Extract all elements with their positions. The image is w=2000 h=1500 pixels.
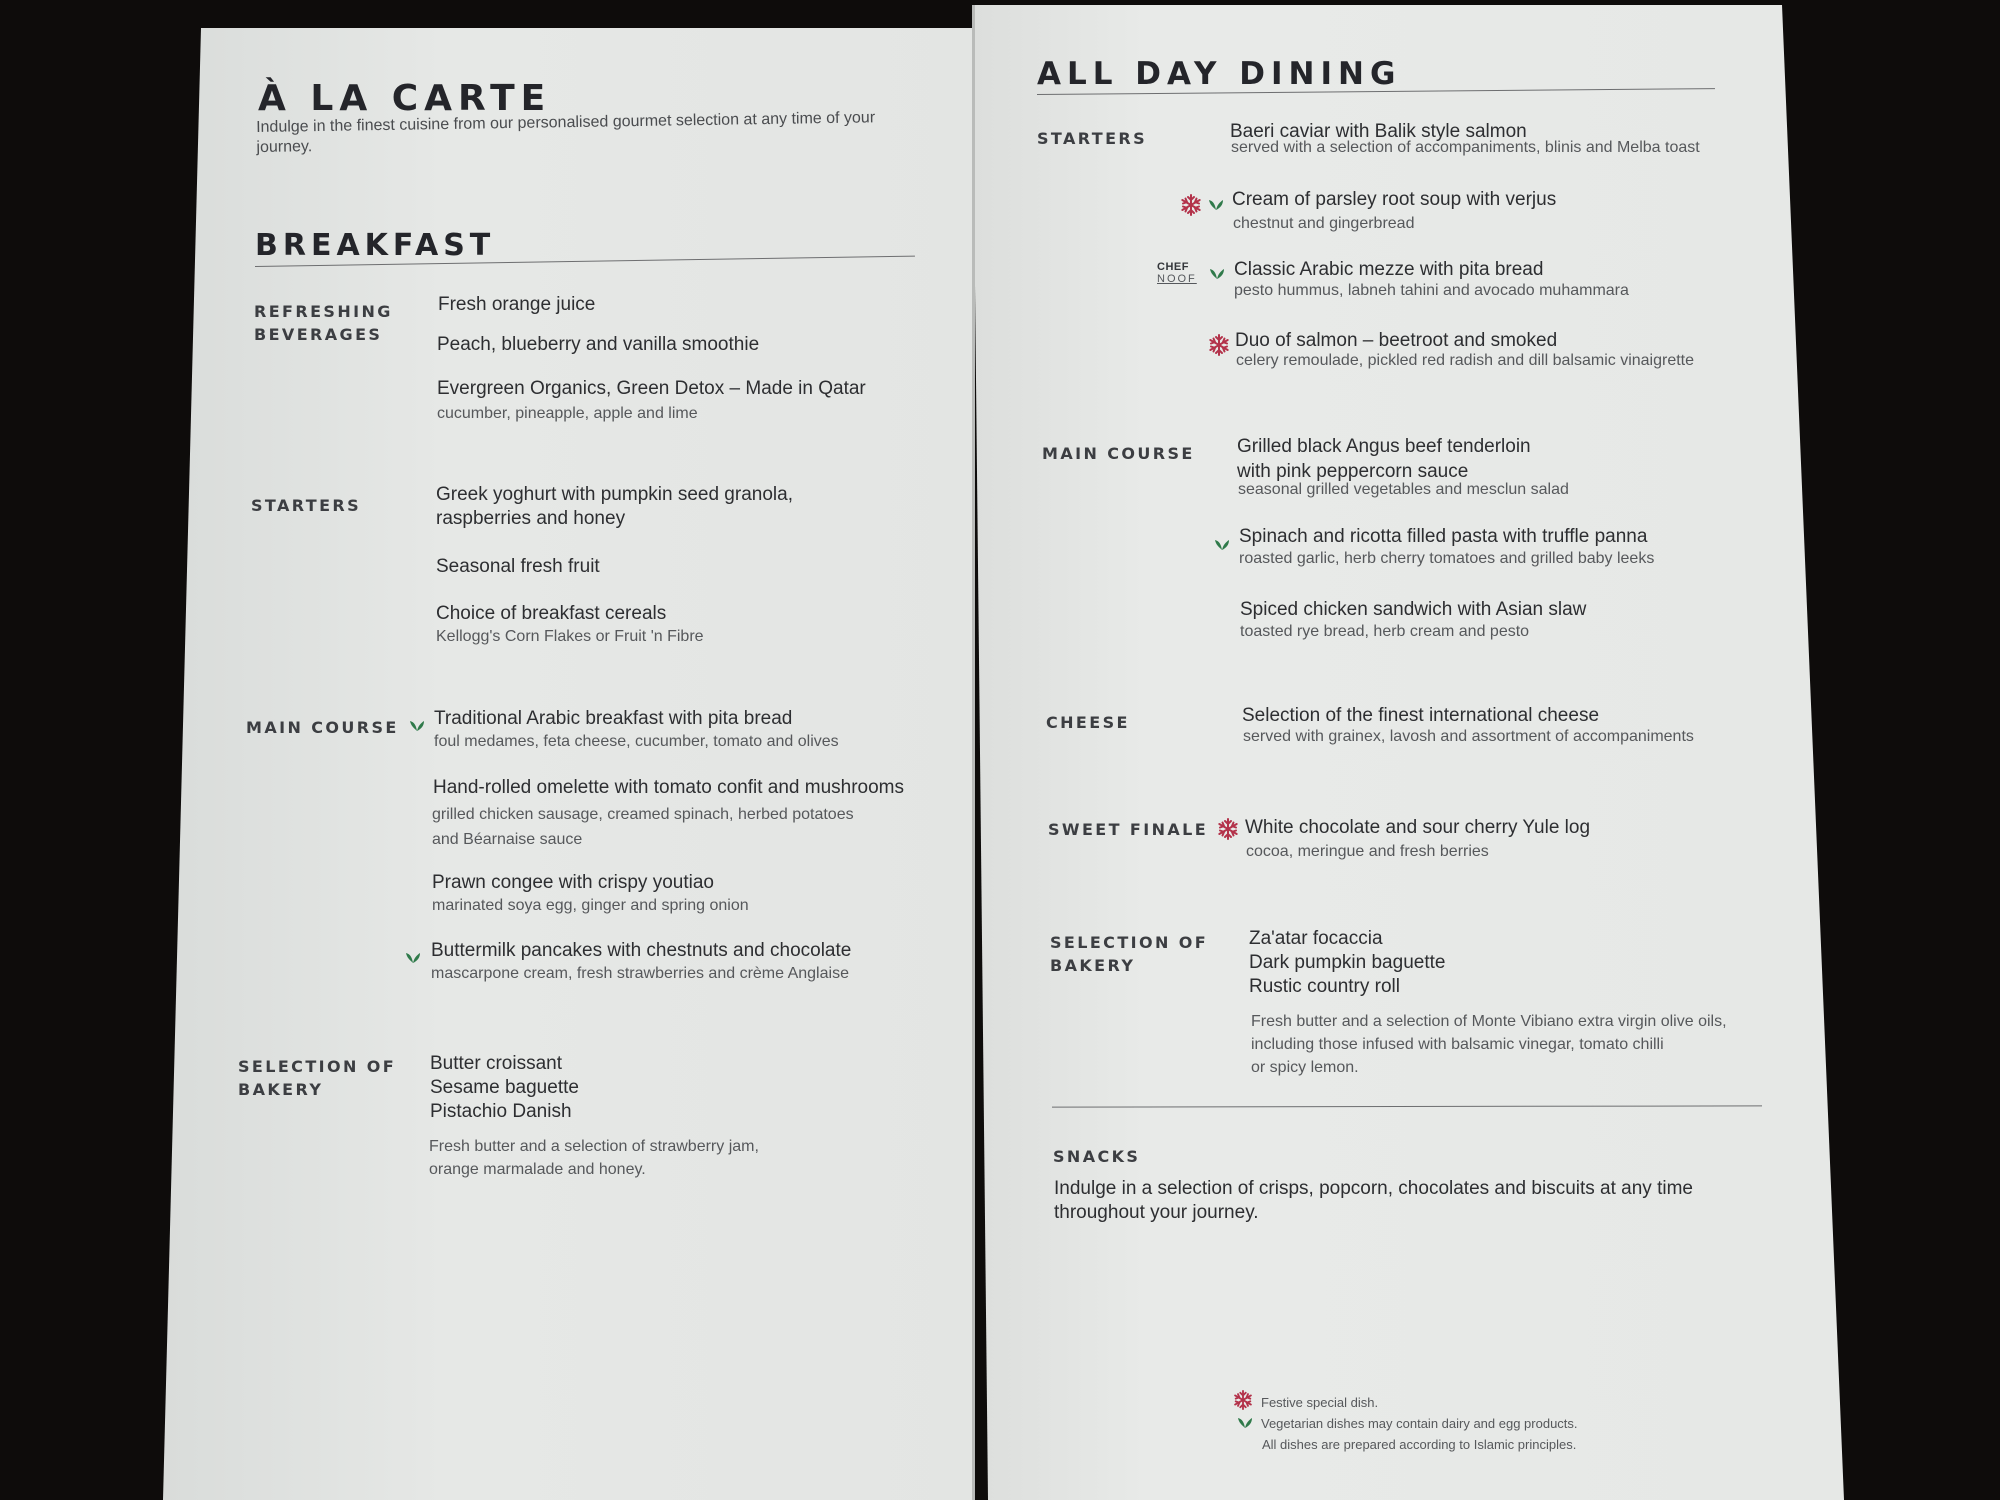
chef-noof-badge: CHEF NOOF <box>1157 261 1197 285</box>
category-label-refreshing-beverages: REFRESHING BEVERAGES <box>254 302 393 344</box>
vegetarian-leaf-icon <box>409 718 425 732</box>
category-label-breakfast-starters: STARTERS <box>251 496 362 515</box>
menu-item-baeri-caviar: Baeri caviar with Balik style salmon <box>1230 121 1527 142</box>
legend-vegetarian: Vegetarian dishes may contain dairy and egg products. <box>1261 1416 1578 1431</box>
menu-item-chicken-sandwich-desc: toasted rye bread, herb cream and pesto <box>1240 623 1530 640</box>
menu-item-prawn-congee-desc: marinated soya egg, ginger and spring onion <box>432 897 749 914</box>
vegetarian-leaf-icon <box>1209 266 1225 280</box>
vegetarian-leaf-icon <box>1208 197 1224 211</box>
menu-item-breakfast-cereals: Choice of breakfast cereals <box>436 603 667 624</box>
festive-snowflake-icon <box>1217 818 1239 840</box>
category-label-sweet-finale: SWEET FINALE <box>1048 820 1209 839</box>
menu-item-dining-bakery-desc: Fresh butter and a selection of Monte Vibiano extra virgin olive oils, including those infused with balsamic vinegar, tomato chilli or spicy lemon. <box>1251 1013 1727 1076</box>
category-label-cheese: CHEESE <box>1046 713 1130 732</box>
menu-item-buttermilk-pancakes: Buttermilk pancakes with chestnuts and chocolate <box>431 940 852 961</box>
menu-item-duo-of-salmon: Duo of salmon – beetroot and smoked <box>1235 330 1558 351</box>
menu-item-ricotta-pasta: Spinach and ricotta filled pasta with truffle panna <box>1239 526 1648 547</box>
menu-item-arabic-mezze: Classic Arabic mezze with pita bread <box>1234 259 1544 280</box>
legend-islamic-principles: All dishes are prepared according to Islamic principles. <box>1262 1437 1577 1452</box>
vegetarian-leaf-icon <box>405 950 421 964</box>
category-label-breakfast-main-course: MAIN COURSE <box>246 718 399 737</box>
category-label-dining-main-course: MAIN COURSE <box>1042 444 1195 463</box>
menu-item-ricotta-pasta-desc: roasted garlic, herb cherry tomatoes and grilled baby leeks <box>1239 550 1655 567</box>
menu-item-arabic-breakfast-desc: foul medames, feta cheese, cucumber, tomato and olives <box>434 733 839 750</box>
menu-item-green-detox: Evergreen Organics, Green Detox – Made in Qatar <box>437 378 866 399</box>
festive-snowflake-icon <box>1208 334 1230 356</box>
page-title-all-day-dining: ALL DAY DINING <box>1037 56 1402 92</box>
menu-item-seasonal-fruit: Seasonal fresh fruit <box>436 556 600 577</box>
category-label-snacks: SNACKS <box>1053 1147 1141 1166</box>
page-title-a-la-carte: À LA CARTE <box>258 78 552 119</box>
bakery-item-butter-croissant: Butter croissant <box>430 1053 562 1074</box>
bakery-item-pistachio-danish: Pistachio Danish <box>430 1101 572 1122</box>
breakfast-heading: BREAKFAST <box>255 228 496 263</box>
festive-snowflake-icon <box>1180 194 1202 216</box>
menu-item-arabic-breakfast: Traditional Arabic breakfast with pita bread <box>434 708 793 729</box>
menu-item-chicken-sandwich: Spiced chicken sandwich with Asian slaw <box>1240 599 1587 620</box>
menu-item-green-detox-desc: cucumber, pineapple, apple and lime <box>437 405 698 422</box>
bakery-item-rustic-country-roll: Rustic country roll <box>1249 976 1400 997</box>
menu-item-breakfast-cereals-desc: Kellogg's Corn Flakes or Fruit 'n Fibre <box>436 628 704 645</box>
bakery-item-zaatar-focaccia: Za'atar focaccia <box>1249 928 1383 949</box>
menu-item-buttermilk-pancakes-desc: mascarpone cream, fresh strawberries and crème Anglaise <box>431 965 849 982</box>
category-label-dining-starters: STARTERS <box>1037 129 1148 148</box>
menu-item-parsley-root-soup: Cream of parsley root soup with verjus <box>1232 189 1557 210</box>
menu-item-prawn-congee: Prawn congee with crispy youtiao <box>432 872 714 893</box>
menu-item-parsley-root-soup-desc: chestnut and gingerbread <box>1233 215 1415 232</box>
menu-item-yule-log-desc: cocoa, meringue and fresh berries <box>1246 843 1489 860</box>
menu-item-dining-bakery-list <box>1249 927 1445 999</box>
menu-item-bakery-list <box>430 1052 579 1124</box>
menu-item-smoothie: Peach, blueberry and vanilla smoothie <box>437 334 760 355</box>
bakery-item-sesame-baguette: Sesame baguette <box>430 1077 579 1098</box>
menu-spine <box>972 5 975 1500</box>
bakery-item-dark-pumpkin-baguette: Dark pumpkin baguette <box>1249 952 1446 973</box>
category-label-dining-bakery: SELECTION OF BAKERY <box>1050 933 1209 975</box>
vegetarian-leaf-icon <box>1214 537 1230 551</box>
menu-item-duo-of-salmon-desc: celery remoulade, pickled red radish and dill balsamic vinaigrette <box>1236 352 1695 369</box>
menu-item-snacks-desc: Indulge in a selection of crisps, popcorn, chocolates and biscuits at any time throughout your journey. <box>1054 1178 1693 1223</box>
menu-item-arabic-mezze-desc: pesto hummus, labneh tahini and avocado muhammara <box>1234 282 1629 299</box>
legend-festive: Festive special dish. <box>1261 1395 1379 1410</box>
menu-item-international-cheese: Selection of the finest international cheese <box>1242 705 1600 726</box>
menu-item-beef-tenderloin-desc: seasonal grilled vegetables and mesclun salad <box>1238 481 1569 498</box>
menu-item-omelette: Hand-rolled omelette with tomato confit and mushrooms <box>433 777 905 798</box>
menu-item-yule-log: White chocolate and sour cherry Yule log <box>1245 817 1591 838</box>
menu-item-omelette-desc: grilled chicken sausage, creamed spinach, herbed potatoes and Béarnaise sauce <box>432 806 854 848</box>
category-label-breakfast-bakery: SELECTION OF BAKERY <box>238 1057 397 1099</box>
menu-item-greek-yoghurt: Greek yoghurt with pumpkin seed granola, raspberries and honey <box>436 484 793 529</box>
menu-item-bakery-desc: Fresh butter and a selection of strawberry jam, orange marmalade and honey. <box>429 1138 759 1178</box>
menu-item-beef-tenderloin: Grilled black Angus beef tenderloin with pink peppercorn sauce <box>1237 436 1531 482</box>
vegetarian-leaf-icon <box>1237 1415 1253 1429</box>
menu-item-fresh-orange-juice: Fresh orange juice <box>438 294 596 315</box>
menu-item-baeri-caviar-desc: served with a selection of accompaniments, blinis and Melba toast <box>1231 139 1700 156</box>
festive-snowflake-icon <box>1233 1390 1253 1410</box>
menu-item-international-cheese-desc: served with grainex, lavosh and assortment of accompaniments <box>1243 728 1694 745</box>
a-la-carte-intro: Indulge in the finest cuisine from our personalised gourmet selection at any time of your journey. <box>256 109 876 156</box>
